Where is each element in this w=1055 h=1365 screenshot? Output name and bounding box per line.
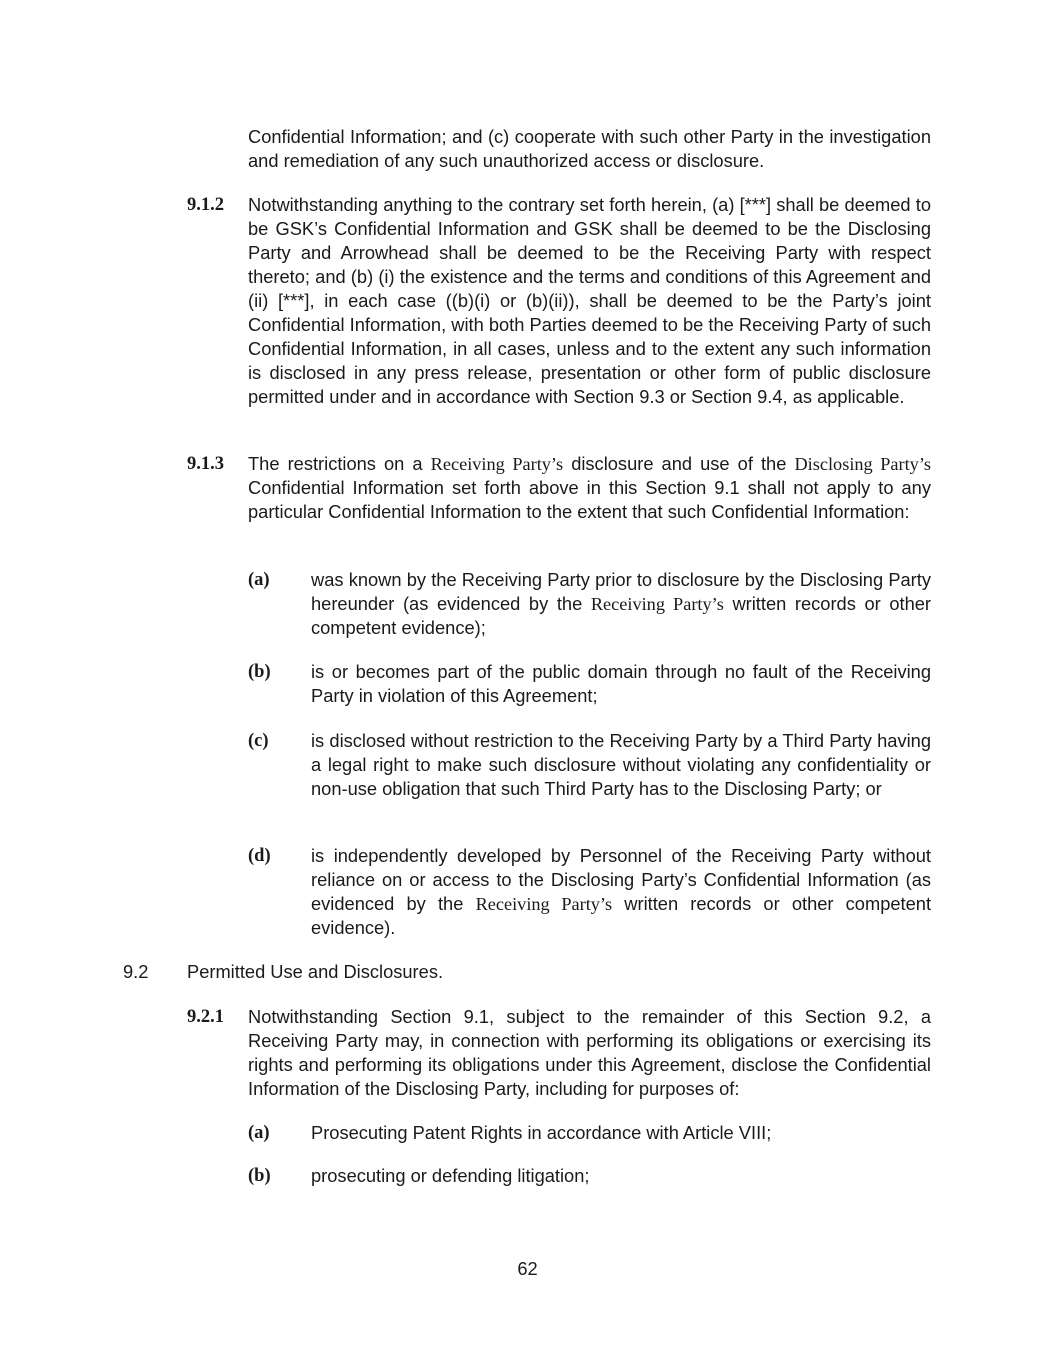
section-9-1-3-text-part: disclosure and use of the — [563, 453, 795, 474]
item-label-a: (a) — [248, 570, 270, 590]
section-9-1-3-text-part: The restrictions on a — [248, 453, 431, 474]
item-label-a: (a) — [248, 1123, 270, 1143]
item-9-2-1-a-text: Prosecuting Patent Rights in accordance with Article VIII; — [311, 1122, 772, 1143]
item-label-d: (d) — [248, 846, 271, 866]
item-receiving-party: Receiving Party’s — [475, 894, 613, 914]
section-9-2-title: Permitted Use and Disclosures. — [187, 961, 444, 982]
item-9-1-3-b-text: is or becomes part of the public domain through no fault of the Receiving Party in violation of this Agreement; — [311, 661, 931, 706]
item-text-part: written records or other competent evidence); — [311, 593, 931, 638]
item-9-1-3-a-text — [311, 568, 931, 640]
section-9-1-3-text-part: Confidential Information set forth above in this Section 9.1 shall not apply to any particular Confidential Information to the extent that such Confidential Information: — [248, 477, 931, 522]
item-text-part: written records or other competent evidence). — [311, 893, 932, 938]
item-text-part: was known by the Receiving Party prior to disclosure by the Disclosing Party hereunder (as evidenced by the — [311, 569, 931, 614]
item-label-c: (c) — [248, 731, 269, 751]
section-9-1-2-text: Notwithstanding anything to the contrary set forth herein, (a) [***] shall be deemed to be GSK’s Confidential Information and GSK shall be deemed to be the Disclosing Party and Arrowhead shall be deemed to be the Receiving Party with respect thereto; and (b) (i) the existence and the terms and conditions of this Agreement and (ii) [***], in each case ((b)(i) or (b)(ii)), shall be deemed to be the Party’s joint Confidential Information, with both Parties deemed to be the Receiving Party of such Confidential Information, in all cases, unless and to the extent any such information is disclosed in any press release, presentation or other form of public disclosure permitted under and in accordance with Section 9.3 or Section 9.4, as applicable. — [248, 194, 931, 407]
item-label-b: (b) — [248, 1166, 271, 1186]
section-9-1-3-disclosing-party: Disclosing Party’s — [794, 454, 932, 474]
item-text-part: is independently developed by Personnel of the Receiving Party without reliance on or access to the Disclosing Party’s Confidential Information (as evidenced by the — [311, 845, 931, 914]
section-9-1-3-receiving-party: Receiving Party’s — [430, 454, 564, 474]
section-number-9-2: 9.2 — [123, 961, 149, 982]
item-label-b: (b) — [248, 662, 271, 682]
section-number-9-1-2: 9.1.2 — [187, 195, 224, 215]
item-9-1-3-d-text — [311, 844, 931, 940]
item-9-1-3-c-text: is disclosed without restriction to the Receiving Party by a Third Party having a legal right to make such disclosure without violating any confidentiality or non-use obligation that such Third Party has to the Disclosing Party; or — [311, 730, 931, 799]
item-9-2-1-b-text: prosecuting or defending litigation; — [311, 1165, 590, 1186]
item-receiving-party: Receiving Party’s — [590, 594, 724, 614]
section-number-9-1-3: 9.1.3 — [187, 454, 224, 474]
page-number: 62 — [517, 1258, 538, 1279]
section-number-9-2-1: 9.2.1 — [187, 1007, 224, 1027]
intro-paragraph: Confidential Information; and (c) cooperate with such other Party in the investigation and remediation of any such unauthorized access or disclosure. — [248, 126, 931, 171]
section-9-2-1-text: Notwithstanding Section 9.1, subject to the remainder of this Section 9.2, a Receiving Party may, in connection with performing its obligations or exercising its rights and performing its obligations under this Agreement, disclose the Confidential Information of the Disclosing Party, including for purposes of: — [248, 1006, 931, 1099]
section-9-1-3-text — [248, 452, 931, 524]
